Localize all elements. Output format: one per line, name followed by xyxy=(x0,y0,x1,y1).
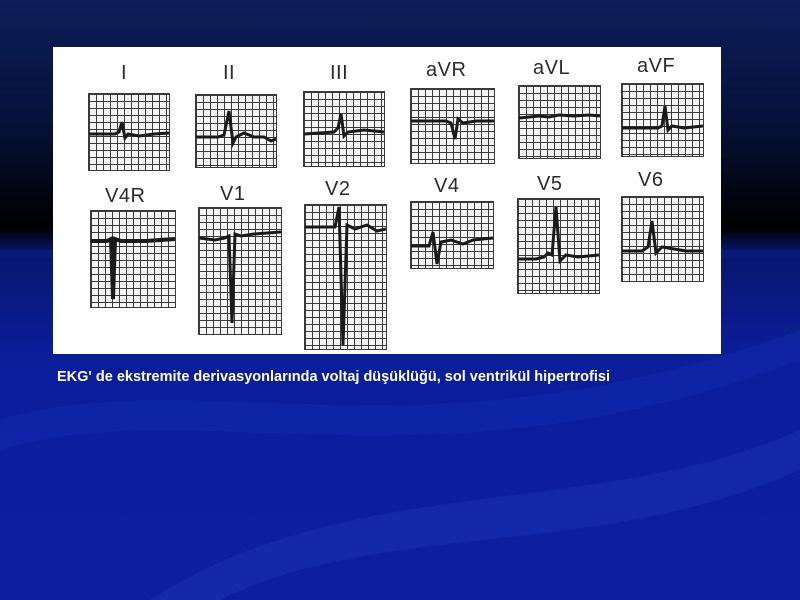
ecg-trace xyxy=(518,199,599,293)
lead-label: III xyxy=(330,62,349,84)
ecg-strip xyxy=(410,88,495,164)
lead-label: aVR xyxy=(426,59,467,81)
slide-caption: EKG' de ekstremite derivasyonlarında voltaj düşüklüğü, sol ventrikül hipertrofisi xyxy=(57,369,610,385)
ecg-strip xyxy=(621,83,704,157)
ecg-trace xyxy=(622,197,703,281)
ecg-strip xyxy=(621,196,704,282)
lead-label: I xyxy=(121,62,128,84)
lead-label: V5 xyxy=(537,173,563,195)
lead-label: aVF xyxy=(637,55,676,77)
ecg-strip xyxy=(88,93,170,171)
lead-label: V6 xyxy=(638,169,664,191)
ecg-strip xyxy=(90,210,176,308)
ecg-trace xyxy=(196,95,276,167)
ecg-trace xyxy=(519,86,600,158)
ecg-strip xyxy=(517,198,600,294)
lead-label: V4 xyxy=(434,175,460,197)
ecg-strip xyxy=(304,204,387,350)
ecg-strip xyxy=(303,91,385,167)
ecg-strip xyxy=(410,201,494,269)
ecg-trace xyxy=(305,205,386,349)
ecg-trace xyxy=(622,84,703,156)
ecg-figure xyxy=(53,47,721,354)
ecg-strip xyxy=(195,94,277,168)
lead-label: aVL xyxy=(533,57,571,79)
ecg-trace xyxy=(91,211,175,307)
ecg-strip xyxy=(518,85,601,159)
ecg-trace xyxy=(89,94,169,170)
ecg-trace xyxy=(411,89,494,163)
lead-label: V1 xyxy=(220,183,246,205)
ecg-trace xyxy=(199,208,281,334)
lead-label: V2 xyxy=(325,178,351,200)
ecg-strip xyxy=(198,207,282,335)
ecg-trace xyxy=(411,202,493,268)
lead-label: V4R xyxy=(105,185,146,207)
lead-label: II xyxy=(223,62,236,84)
ecg-trace xyxy=(304,92,384,166)
